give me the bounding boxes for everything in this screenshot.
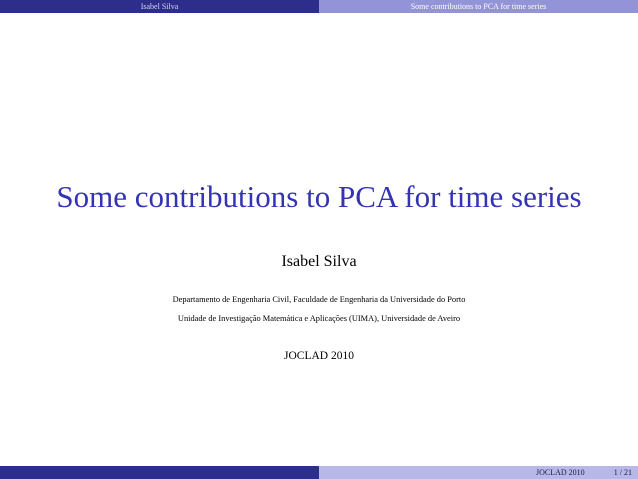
author-name: Isabel Silva (281, 253, 357, 270)
institute-1: Departamento de Engenharia Civil, Faculdade de Engenharia da Universidade do Porto (172, 295, 466, 304)
footer-bar (0, 466, 638, 479)
footer-right-block (319, 466, 638, 479)
page-number: 1 / 21 (613, 468, 632, 477)
footer-event: JOCLAD 2010 (536, 468, 585, 477)
institute-2: Unidade de Investigação Matemática e Aplicações (UIMA), Universidade de Aveiro (177, 314, 461, 323)
slide-title: Some contributions to PCA for time series (56, 179, 582, 214)
header-author: Isabel Silva (0, 0, 319, 13)
header-bar (0, 0, 638, 13)
footer-left-block (0, 466, 319, 479)
presentation-date: JOCLAD 2010 (284, 350, 354, 362)
header-title: Some contributions to PCA for time series (319, 0, 638, 13)
